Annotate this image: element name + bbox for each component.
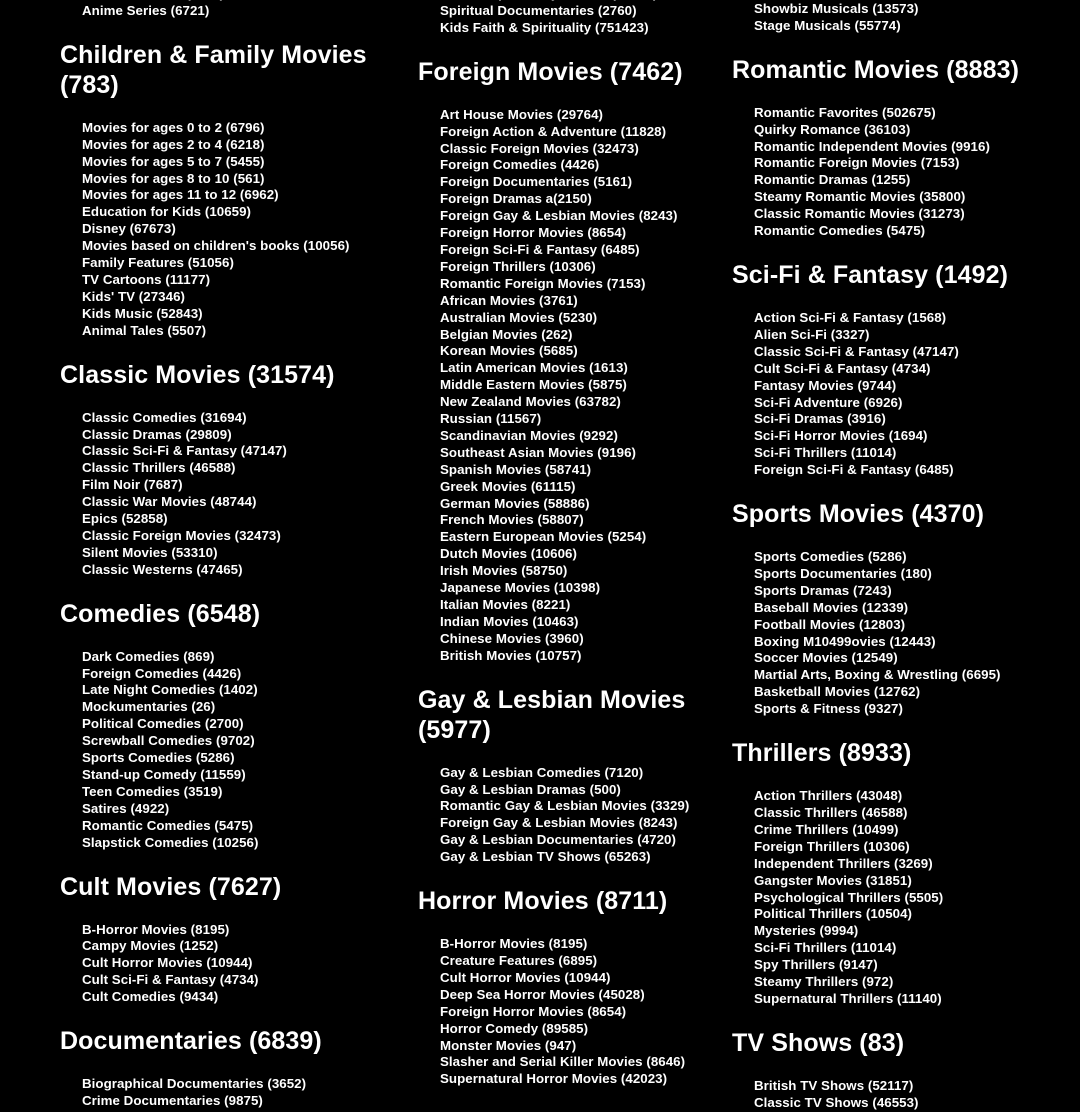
- category-section-tv-shows: [732, 1028, 1062, 1112]
- genre-item[interactable]: Disney (67673): [82, 221, 176, 237]
- genre-item[interactable]: Mysteries (9994): [754, 923, 859, 939]
- category-section-gay-lesbian-movies: [418, 685, 718, 866]
- category-title[interactable]: Foreign Movies (7462): [418, 57, 683, 86]
- genre-item[interactable]: Sci-Fi Thrillers (11014): [754, 940, 897, 956]
- genre-item[interactable]: Romantic Foreign Movies (7153): [754, 155, 960, 171]
- category-section-continued: [60, 0, 390, 20]
- genre-item[interactable]: New Zealand Movies (63782): [440, 394, 621, 410]
- genre-item[interactable]: Steamy Romantic Movies (35800): [754, 189, 966, 205]
- genre-item[interactable]: Movies for ages 2 to 4 (6218): [82, 136, 265, 152]
- genre-item[interactable]: Animal Tales (5507): [82, 322, 207, 338]
- genre-item[interactable]: Gay & Lesbian Comedies (7120): [440, 764, 644, 780]
- category-section-comedies: [60, 599, 390, 852]
- genre-item[interactable]: Greek Movies (61115): [440, 478, 576, 494]
- genre-item[interactable]: Kids' TV (27346): [82, 288, 185, 304]
- genre-item[interactable]: Classic Sci-Fi & Fantasy (47147): [754, 343, 959, 359]
- genre-item[interactable]: Classic Romantic Movies (31273): [754, 206, 965, 222]
- genre-item[interactable]: Soccer Movies (12549): [754, 650, 898, 666]
- genre-item[interactable]: Indian Movies (10463): [440, 613, 579, 629]
- genre-item[interactable]: Romantic Comedies (5475): [82, 817, 254, 833]
- genre-list: [60, 410, 390, 579]
- genre-item[interactable]: Foreign Sci-Fi & Fantasy (6485): [754, 462, 954, 478]
- genre-item[interactable]: Movies for ages 11 to 12 (6962): [82, 187, 279, 203]
- category-section-sports-movies: [732, 499, 1062, 718]
- category-section-horror-movies: [418, 886, 718, 1088]
- genre-item[interactable]: Romantic Independent Movies (9916): [754, 138, 990, 154]
- column-middle: [418, 0, 718, 1087]
- genre-list: [60, 120, 390, 340]
- genre-item[interactable]: Crime Thrillers (10499): [754, 821, 899, 837]
- genre-item[interactable]: Screwball Comedies (9702): [82, 733, 255, 749]
- genre-item[interactable]: Kids Faith & Spirituality (751423): [440, 19, 649, 35]
- genre-item[interactable]: Deep Sea Horror Movies (45028): [440, 986, 645, 1002]
- genre-item[interactable]: Silent Movies (53310): [82, 544, 218, 560]
- genre-item[interactable]: Psychological Thrillers (5505): [754, 889, 944, 905]
- genre-item[interactable]: Fantasy Movies (9744): [754, 377, 897, 393]
- genre-item[interactable]: Foreign Sci-Fi & Fantasy (6485): [440, 241, 640, 257]
- genre-item[interactable]: Family Features (51056): [82, 255, 234, 271]
- genre-item[interactable]: Crime Documentaries (9875): [82, 1092, 263, 1108]
- genre-item[interactable]: Steamy Thrillers (972): [754, 974, 894, 990]
- genre-item[interactable]: Campy Movies (1252): [82, 938, 219, 954]
- genre-item[interactable]: Teen Comedies (3519): [82, 783, 223, 799]
- genre-item[interactable]: Monster Movies (947): [440, 1037, 577, 1053]
- genre-item[interactable]: Classic Foreign Movies (32473): [82, 527, 281, 543]
- genre-list: [732, 788, 1062, 1008]
- genre-item[interactable]: Kids Music (52843): [82, 305, 203, 321]
- genre-item[interactable]: Foreign Thrillers (10306): [754, 838, 910, 854]
- genre-list: [732, 105, 1062, 240]
- category-section-children-family-movies: [60, 40, 390, 340]
- genre-item[interactable]: Russian (11567): [440, 411, 542, 427]
- category-title[interactable]: Sports Movies (4370): [732, 500, 985, 529]
- genre-item[interactable]: Creature Features (6895): [440, 952, 598, 968]
- category-title[interactable]: Children & Family Movies (783): [60, 40, 367, 99]
- genre-item[interactable]: Classic Sci-Fi & Fantasy (47147): [82, 443, 287, 459]
- genre-item[interactable]: Baseball Movies (12339): [754, 599, 909, 615]
- category-title[interactable]: Thrillers (8933): [732, 739, 912, 768]
- genre-item[interactable]: Stand-up Comedy (11559): [82, 767, 246, 782]
- genre-item[interactable]: Scandinavian Movies (9292): [440, 427, 618, 443]
- genre-item[interactable]: Sports Documentaries (180): [754, 565, 932, 581]
- genre-item[interactable]: Epics (52858): [82, 511, 168, 527]
- genre-item[interactable]: Foreign Action & Adventure (11828): [440, 123, 667, 139]
- genre-item[interactable]: Slapstick Comedies (10256): [82, 834, 259, 850]
- genre-item[interactable]: Eastern European Movies (5254): [440, 529, 647, 545]
- genre-item[interactable]: Sci-Fi Horror Movies (1694): [754, 428, 928, 444]
- genre-item[interactable]: Sci-Fi Thrillers (11014): [754, 445, 897, 461]
- category-title[interactable]: TV Shows (83): [732, 1028, 905, 1057]
- genre-item[interactable]: Foreign Gay & Lesbian Movies (8243): [440, 208, 678, 224]
- category-section-classic-movies: [60, 360, 390, 579]
- genre-item[interactable]: Political Comedies (2700): [82, 716, 244, 732]
- genre-item[interactable]: Martial Arts, Boxing & Wrestling (6695): [754, 667, 1001, 683]
- category-section-foreign-movies: [418, 57, 718, 665]
- genre-item[interactable]: Quirky Romance (36103): [754, 121, 911, 137]
- genre-item[interactable]: Sci-Fi Dramas (3916): [754, 411, 886, 427]
- genre-list: [732, 549, 1062, 718]
- genre-list: [60, 922, 390, 1007]
- genre-list: [732, 0, 1062, 35]
- genre-item[interactable]: Education for Kids (10659): [82, 204, 252, 220]
- genre-item[interactable]: Foreign Gay & Lesbian Movies (8243): [440, 815, 678, 831]
- genre-item[interactable]: Spy Thrillers (9147): [754, 957, 878, 973]
- category-section-cult-movies: [60, 872, 390, 1007]
- genre-item[interactable]: Foreign Documentaries (5161): [440, 174, 633, 190]
- genre-item[interactable]: Foreign Comedies (4426): [440, 157, 600, 173]
- genre-item[interactable]: Japanese Movies (10398): [440, 580, 601, 596]
- genre-item[interactable]: Anime Series (6721): [82, 2, 210, 18]
- genre-item[interactable]: African Movies (3761): [440, 292, 578, 308]
- category-title[interactable]: Cult Movies (7627): [60, 872, 282, 901]
- genre-list: [60, 649, 390, 852]
- genre-item[interactable]: Cult Sci-Fi & Fantasy (4734): [82, 972, 259, 988]
- genre-item[interactable]: B-Horror Movies (8195): [440, 936, 588, 952]
- genre-item[interactable]: Independent Thrillers (3269): [754, 855, 933, 871]
- genre-item[interactable]: Classic Thrillers (46588): [754, 805, 908, 820]
- column-right: [732, 0, 1062, 1110]
- genre-item[interactable]: Classic War Movies (48744): [82, 494, 257, 510]
- genre-list: [732, 1078, 1062, 1112]
- genre-item[interactable]: Foreign Thrillers (10306): [440, 258, 596, 274]
- genre-item[interactable]: TV Cartoons (11177): [82, 271, 211, 287]
- genre-item[interactable]: Action Thrillers (43048): [754, 788, 903, 804]
- category-section-continued: [732, 0, 1062, 35]
- genre-item[interactable]: British Movies (10757): [440, 647, 582, 663]
- genre-item[interactable]: Middle Eastern Movies (5875): [440, 377, 627, 393]
- genre-list: [732, 310, 1062, 479]
- genre-list: [418, 936, 718, 1088]
- genre-item[interactable]: Australian Movies (5230): [440, 309, 598, 325]
- genre-item[interactable]: Gay & Lesbian Dramas (500): [440, 781, 621, 797]
- genre-item[interactable]: Sports Dramas (7243): [754, 582, 892, 598]
- genre-item[interactable]: Foreign Horror Movies (8654): [440, 225, 627, 241]
- genre-item[interactable]: Boxing M10499ovies (12443): [754, 633, 936, 649]
- genre-item[interactable]: Spiritual Documentaries (2760): [440, 2, 637, 18]
- category-section-continued: [418, 0, 718, 37]
- genre-item[interactable]: Irish Movies (58750): [440, 563, 568, 579]
- genre-item[interactable]: Chinese Movies (3960): [440, 630, 584, 646]
- genre-item[interactable]: Dark Comedies (869): [82, 648, 215, 664]
- genre-item[interactable]: Mockumentaries (26): [82, 699, 216, 715]
- genre-item[interactable]: Sports Comedies (5286): [82, 750, 235, 766]
- genre-item[interactable]: Sports Comedies (5286): [754, 549, 907, 565]
- category-title[interactable]: Sci-Fi & Fantasy (1492): [732, 260, 1009, 289]
- genre-item[interactable]: Cult Comedies (9434): [82, 989, 219, 1005]
- genre-item[interactable]: Romantic Dramas (1255): [754, 172, 911, 188]
- genre-item[interactable]: Alien Sci-Fi (3327): [754, 326, 870, 342]
- genre-item[interactable]: Classic Dramas (29809): [82, 426, 232, 442]
- genre-list: [60, 1076, 390, 1110]
- genre-item[interactable]: Showbiz Musicals (13573): [754, 0, 919, 16]
- category-section-documentaries: [60, 1026, 390, 1110]
- genre-item[interactable]: Romantic Comedies (5475): [754, 223, 926, 239]
- genre-item[interactable]: French Movies (58807): [440, 512, 584, 528]
- genre-item[interactable]: Supernatural Horror Movies (42023): [440, 1071, 668, 1087]
- genre-item[interactable]: B-Horror Movies (8195): [82, 921, 230, 937]
- genre-item[interactable]: Movies for ages 5 to 7 (5455): [82, 153, 265, 169]
- genre-item[interactable]: Basketball Movies (12762): [754, 684, 921, 700]
- genre-item[interactable]: Romantic Favorites (502675): [754, 104, 936, 120]
- genre-item[interactable]: Movies for ages 0 to 2 (6796): [82, 119, 265, 135]
- category-title[interactable]: Comedies (6548): [60, 599, 261, 628]
- genre-item[interactable]: German Movies (58886): [440, 495, 590, 511]
- genre-list: [418, 0, 718, 37]
- category-title[interactable]: Romantic Movies (8883): [732, 55, 1020, 84]
- genre-item[interactable]: Dutch Movies (10606): [440, 546, 577, 562]
- genre-item[interactable]: Art House Movies (29764): [440, 106, 604, 122]
- genre-item[interactable]: Romantic Foreign Movies (7153): [440, 275, 646, 291]
- genre-item[interactable]: Latin American Movies (1613): [440, 360, 628, 376]
- genre-list: [418, 765, 718, 866]
- genre-item[interactable]: Classic Thrillers (46588): [82, 460, 236, 476]
- genre-item[interactable]: Supernatural Thrillers (11140): [754, 990, 942, 1006]
- genre-item[interactable]: British TV Shows (52117): [754, 1077, 914, 1093]
- genre-item[interactable]: Sci-Fi Adventure (6926): [754, 394, 903, 410]
- genre-list: [418, 107, 718, 665]
- genre-item[interactable]: Satires (4922): [82, 800, 170, 816]
- category-title[interactable]: Horror Movies (8711): [418, 887, 668, 916]
- genre-item[interactable]: Foreign Comedies (4426): [82, 665, 242, 681]
- genre-item[interactable]: Late Night Comedies (1402): [82, 682, 258, 698]
- genre-list: [60, 0, 390, 20]
- genre-item[interactable]: Foreign Horror Movies (8654): [440, 1003, 627, 1019]
- genre-item[interactable]: Southeast Asian Movies (9196): [440, 444, 637, 460]
- genre-item[interactable]: Classic TV Shows (46553): [754, 1094, 919, 1110]
- genre-item[interactable]: Italian Movies (8221): [440, 597, 571, 612]
- genre-item[interactable]: Biographical Documentaries (3652): [82, 1076, 307, 1092]
- genre-item[interactable]: Sports & Fitness (9327): [754, 701, 903, 717]
- genre-item[interactable]: Gay & Lesbian TV Shows (65263): [440, 849, 651, 865]
- category-section-thrillers: [732, 738, 1062, 1008]
- category-title[interactable]: Documentaries (6839): [60, 1027, 322, 1056]
- genre-item[interactable]: Slasher and Serial Killer Movies (8646): [440, 1054, 686, 1070]
- genre-item[interactable]: Stage Musicals (55774): [754, 17, 901, 33]
- genre-item[interactable]: Movies based on children's books (10056): [82, 238, 350, 254]
- genre-item[interactable]: Football Movies (12803): [754, 616, 906, 632]
- genre-item[interactable]: Cult Sci-Fi & Fantasy (4734): [754, 360, 931, 376]
- category-title[interactable]: Classic Movies (31574): [60, 360, 335, 389]
- genre-item[interactable]: Classic Comedies (31694): [82, 409, 247, 425]
- genre-item[interactable]: Cult Horror Movies (10944): [440, 969, 611, 985]
- category-section-romantic-movies: [732, 55, 1062, 240]
- genre-item[interactable]: Classic Foreign Movies (32473): [440, 140, 639, 156]
- genre-item[interactable]: Political Thrillers (10504): [754, 906, 913, 922]
- column-left: [60, 0, 390, 1108]
- genre-item[interactable]: Gangster Movies (31851): [754, 872, 912, 888]
- genre-item[interactable]: Movies for ages 8 to 10 (561): [82, 170, 265, 186]
- genre-item[interactable]: Foreign Dramas a(2150): [440, 191, 592, 207]
- genre-item[interactable]: Korean Movies (5685): [440, 343, 578, 359]
- genre-item[interactable]: Belgian Movies (262): [440, 326, 573, 342]
- genre-item[interactable]: Action Sci-Fi & Fantasy (1568): [754, 309, 947, 325]
- genre-item[interactable]: Horror Comedy (89585): [440, 1020, 589, 1036]
- genre-item[interactable]: Cult Horror Movies (10944): [82, 955, 253, 971]
- genre-item[interactable]: Spanish Movies (58741): [440, 461, 592, 477]
- category-section-sci-fi-fantasy: [732, 260, 1062, 479]
- genre-item[interactable]: Gay & Lesbian Documentaries (4720): [440, 832, 676, 848]
- category-title[interactable]: Gay & Lesbian Movies (5977): [418, 685, 686, 744]
- genre-item[interactable]: Film Noir (7687): [82, 477, 183, 493]
- genre-item[interactable]: Romantic Gay & Lesbian Movies (3329): [440, 798, 690, 814]
- genre-item[interactable]: Classic Westerns (47465): [82, 561, 243, 577]
